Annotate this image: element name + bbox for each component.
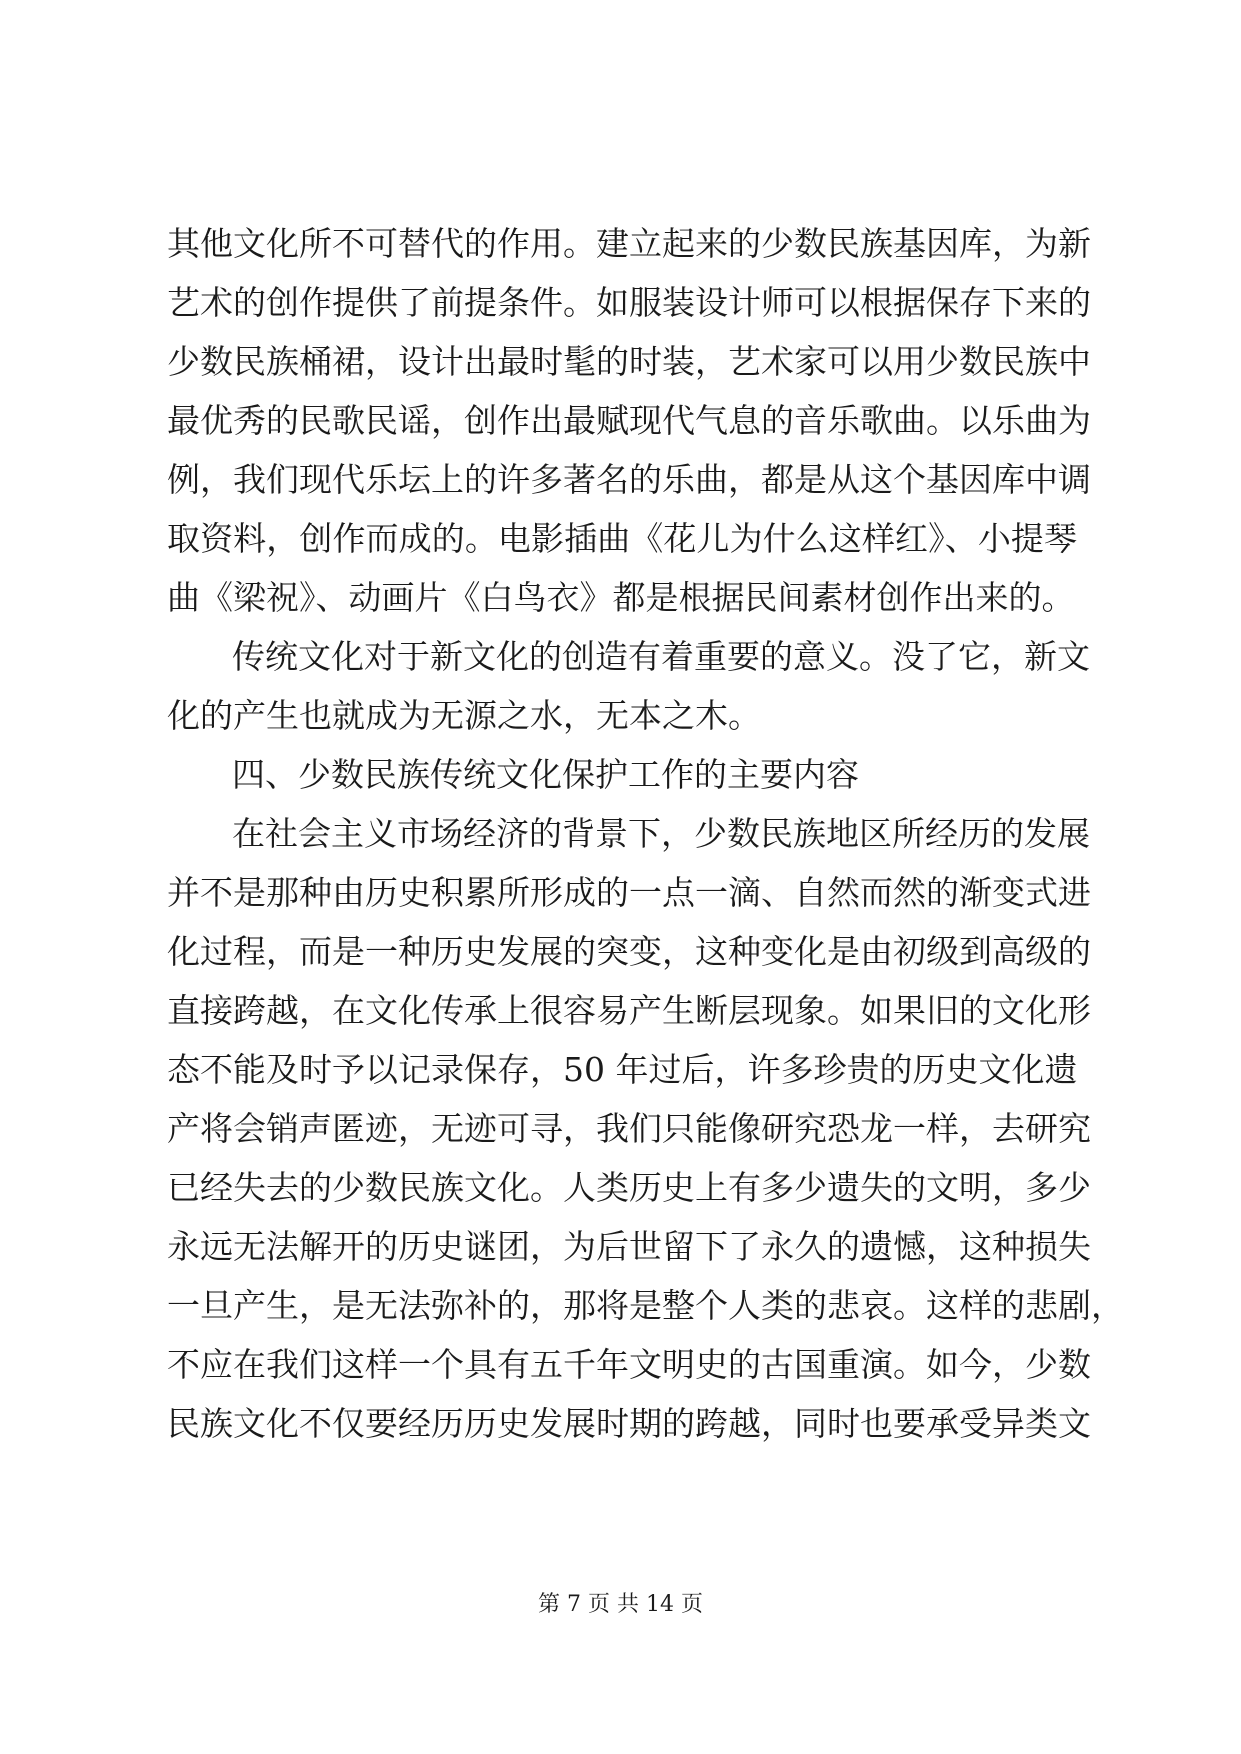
text-line: 其他文化所不可替代的作用。建立起来的少数民族基因库，为新 xyxy=(167,224,1091,263)
text-line: 态不能及时予以记录保存，50 年过后，许多珍贵的历史文化遗 xyxy=(167,1050,1078,1089)
text-line: 化过程，而是一种历史发展的突变，这种变化是由初级到高级的 xyxy=(167,932,1091,971)
text-line: 民族文化不仅要经历历史发展时期的跨越，同时也要承受异类文 xyxy=(167,1404,1091,1443)
text-line: 在社会主义市场经济的背景下，少数民族地区所经历的发展 xyxy=(232,814,1090,853)
text-line: 曲《梁祝》、动画片《白鸟衣》都是根据民间素材创作出来的。 xyxy=(167,578,1075,617)
text-line: 化的产生也就成为无源之水，无本之木。 xyxy=(167,696,761,735)
text-line: 产将会销声匿迹，无迹可寻，我们只能像研究恐龙一样，去研究 xyxy=(167,1109,1091,1148)
text-line: 一旦产生，是无法弥补的，那将是整个人类的悲哀。这样的悲剧， xyxy=(167,1286,1124,1325)
text-line: 并不是那种由历史积累所形成的一点一滴、自然而然的渐变式进 xyxy=(167,873,1091,912)
text-line: 少数民族桶裙，设计出最时髦的时装，艺术家可以用少数民族中 xyxy=(167,342,1091,381)
text-line: 直接跨越，在文化传承上很容易产生断层现象。如果旧的文化形 xyxy=(167,991,1091,1030)
section-heading: 四、少数民族传统文化保护工作的主要内容 xyxy=(232,755,859,794)
text-line: 传统文化对于新文化的创造有着重要的意义。没了它，新文 xyxy=(232,637,1090,676)
text-line: 不应在我们这样一个具有五千年文明史的古国重演。如今，少数 xyxy=(167,1345,1091,1384)
text-line: 艺术的创作提供了前提条件。如服装设计师可以根据保存下来的 xyxy=(167,283,1091,322)
text-line: 最优秀的民歌民谣，创作出最赋现代气息的音乐歌曲。以乐曲为 xyxy=(167,401,1091,440)
text-line: 永远无法解开的历史谜团，为后世留下了永久的遗憾，这种损失 xyxy=(167,1227,1091,1266)
page-number-footer: 第 7 页 共 14 页 xyxy=(538,1592,703,1617)
text-line: 取资料，创作而成的。电影插曲《花儿为什么这样红》、小提琴 xyxy=(167,519,1077,558)
text-line: 例，我们现代乐坛上的许多著名的乐曲，都是从这个基因库中调 xyxy=(167,460,1091,499)
text-line: 已经失去的少数民族文化。人类历史上有多少遗失的文明，多少 xyxy=(167,1168,1091,1207)
